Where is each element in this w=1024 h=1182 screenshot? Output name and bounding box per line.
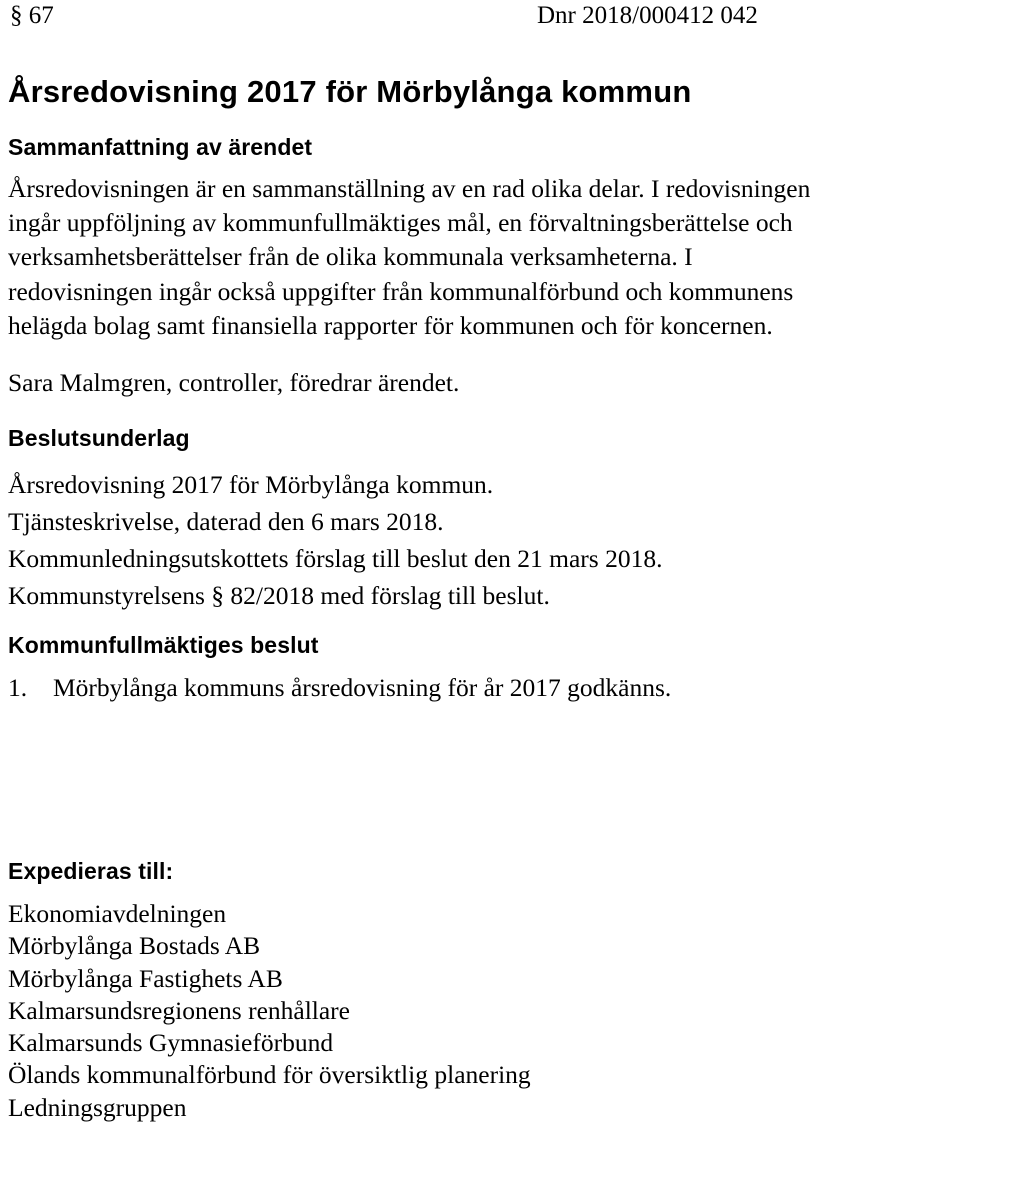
basis-list: [8, 466, 662, 614]
decision-heading: Kommunfullmäktiges beslut: [8, 632, 319, 658]
sent-to-item: Mörbylånga Fastighets AB: [8, 963, 283, 993]
diary-number: Dnr 2018/000412 042: [537, 2, 758, 29]
decision-item-text: Mörbylånga kommuns årsredovisning för år 2017 godkänns.: [53, 673, 672, 702]
summary-line: verksamhetsberättelser från de olika kommunala verksamheterna. I: [8, 242, 693, 272]
sent-to-item: Ledningsgruppen: [8, 1092, 187, 1122]
basis-item: Årsredovisning 2017 för Mörbylånga kommun.: [8, 470, 494, 499]
basis-item: Kommunledningsutskottets förslag till beslut den 21 mars 2018.: [8, 544, 663, 573]
sent-to-item: Ekonomiavdelningen: [8, 899, 227, 928]
summary-line: helägda bolag samt finansiella rapporter för kommunen och för koncernen.: [8, 310, 773, 340]
basis-heading: Beslutsunderlag: [8, 425, 190, 451]
section-number: § 67: [10, 2, 54, 29]
presenter-line: Sara Malmgren, controller, föredrar ärendet.: [8, 368, 460, 397]
basis-item: Kommunstyrelsens § 82/2018 med förslag till beslut.: [8, 581, 550, 610]
summary-line: ingår uppföljning av kommunfullmäktiges mål, en förvaltningsberättelse och: [8, 208, 793, 238]
decision-item: [8, 671, 671, 705]
sent-to-list: [8, 898, 531, 1124]
document-title: Årsredovisning 2017 för Mörbylånga kommun: [8, 74, 692, 109]
sent-to-item: Mörbylånga Bostads AB: [8, 931, 261, 961]
sent-to-item: Kalmarsundsregionens renhållare: [8, 995, 350, 1025]
summary-paragraph: [8, 172, 810, 343]
decision-list: [8, 671, 671, 705]
summary-heading: Sammanfattning av ärendet: [8, 134, 313, 160]
sent-to-item: Kalmarsunds Gymnasieförbund: [8, 1028, 334, 1058]
sent-to-heading: Expedieras till:: [8, 858, 174, 884]
summary-line: Årsredovisningen är en sammanställning av en rad olika delar. I redovisningen: [8, 174, 811, 203]
sent-to-item: Ölands kommunalförbund för översiktlig planering: [8, 1060, 531, 1090]
basis-item: Tjänsteskrivelse, daterad den 6 mars 2018.: [8, 507, 444, 536]
summary-line: redovisningen ingår också uppgifter från kommunalförbund och kommunens: [8, 276, 794, 306]
decision-item-number: 1.: [8, 673, 28, 702]
